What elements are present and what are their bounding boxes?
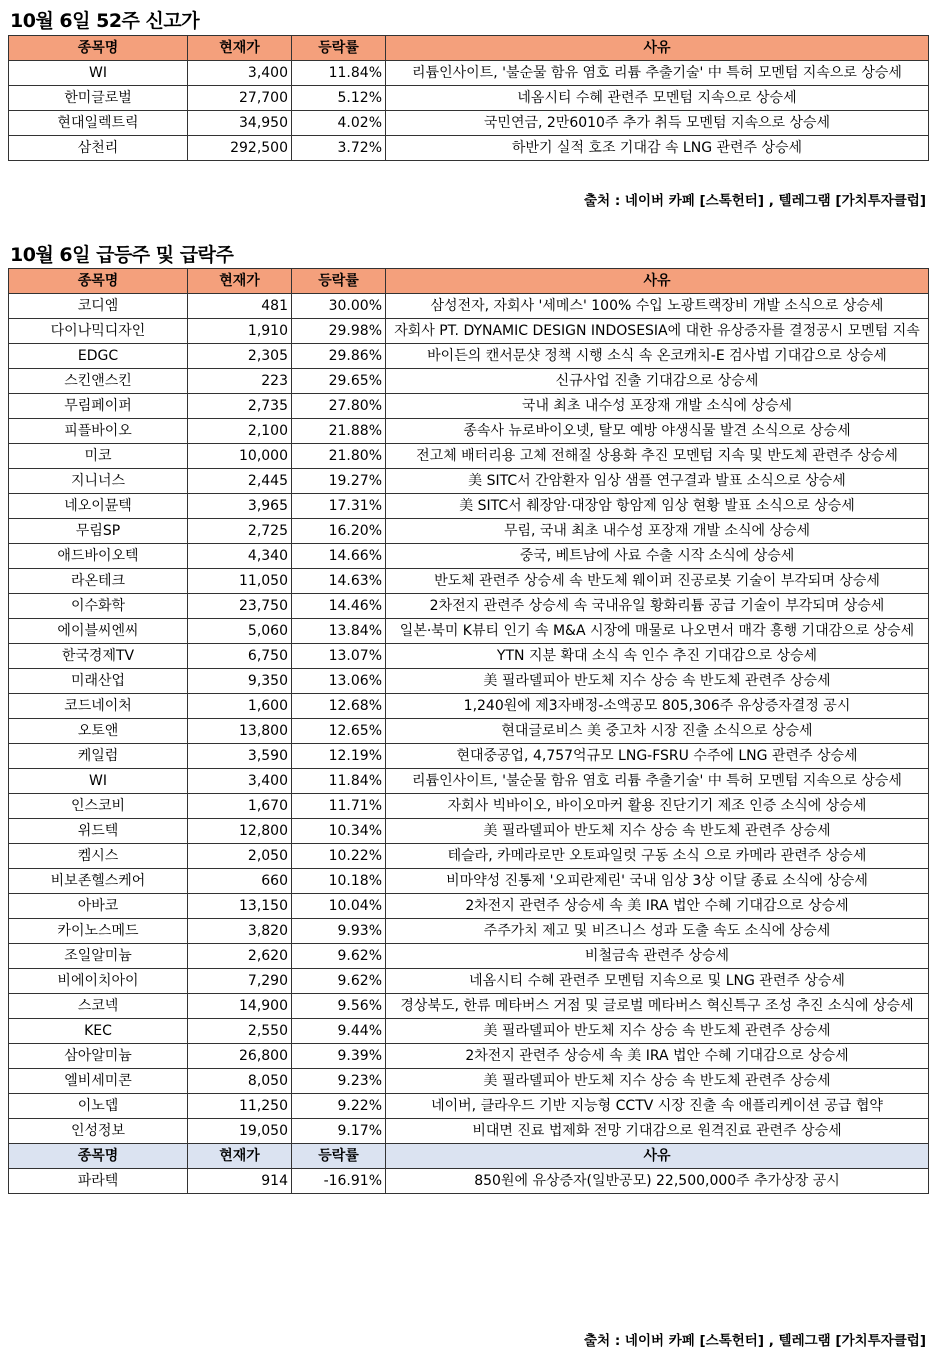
- stock-rate: 10.18%: [292, 869, 386, 894]
- table-row: [9, 694, 929, 719]
- movers-source: 출처 : 네이버 카페 [스톡헌터] , 텔레그램 [가치투자클럽]: [584, 1333, 926, 1349]
- stock-price: 4,340: [188, 544, 292, 569]
- stock-reason: 자회사 PT. DYNAMIC DESIGN INDOSESIA에 대한 유상증자를 결정공시 모멘텀 지속: [386, 319, 929, 344]
- table-row: [9, 819, 929, 844]
- stock-name: 피플바이오: [9, 419, 188, 444]
- stock-rate: 13.07%: [292, 644, 386, 669]
- high52-table: [8, 35, 929, 161]
- stock-price: 223: [188, 369, 292, 394]
- stock-rate: 27.80%: [292, 394, 386, 419]
- stock-reason: 美 필라델피아 반도체 지수 상승 속 반도체 관련주 상승세: [386, 819, 929, 844]
- movers-title: 10월 6일 급등주 및 급락주: [10, 244, 234, 266]
- stock-rate: 11.84%: [292, 61, 386, 86]
- table-row: [9, 1119, 929, 1144]
- header-rate: 등락률: [292, 269, 386, 294]
- stock-rate: 29.65%: [292, 369, 386, 394]
- stock-name: 한국경제TV: [9, 644, 188, 669]
- table-row: [9, 494, 929, 519]
- stock-name: 인성정보: [9, 1119, 188, 1144]
- table-row: [9, 619, 929, 644]
- stock-name: 비보존헬스케어: [9, 869, 188, 894]
- stock-price: 2,725: [188, 519, 292, 544]
- table-row: [9, 1019, 929, 1044]
- stock-rate: 13.06%: [292, 669, 386, 694]
- stock-reason: 현대글로비스 美 중고차 시장 진출 소식으로 상승세: [386, 719, 929, 744]
- stock-price: 13,800: [188, 719, 292, 744]
- stock-reason: 리튬인사이트, '불순물 함유 염호 리튬 추출기술' 中 특허 모멘텀 지속으로 상승세: [386, 61, 929, 86]
- stock-rate: 16.20%: [292, 519, 386, 544]
- stock-name: WI: [9, 61, 188, 86]
- stock-rate: 29.98%: [292, 319, 386, 344]
- stock-price: 2,305: [188, 344, 292, 369]
- stock-price: 660: [188, 869, 292, 894]
- stock-rate: 13.84%: [292, 619, 386, 644]
- stock-reason: 2차전지 관련주 상승세 속 美 IRA 법안 수혜 기대감으로 상승세: [386, 1044, 929, 1069]
- stock-reason: 현대중공업, 4,757억규모 LNG-FSRU 수주에 LNG 관련주 상승세: [386, 744, 929, 769]
- stock-reason: 테슬라, 카메라로만 오토파일럿 구동 소식 으로 카메라 관련주 상승세: [386, 844, 929, 869]
- table-row: [9, 86, 929, 111]
- stock-rate: 9.93%: [292, 919, 386, 944]
- stock-price: 2,550: [188, 1019, 292, 1044]
- stock-reason: 美 필라델피아 반도체 지수 상승 속 반도체 관련주 상승세: [386, 1019, 929, 1044]
- stock-price: 14,900: [188, 994, 292, 1019]
- stock-reason: 2차전지 관련주 상승세 속 국내유일 황화리튬 공급 기술이 부각되며 상승세: [386, 594, 929, 619]
- stock-reason: 반도체 관련주 상승세 속 반도체 웨이퍼 진공로봇 기술이 부각되며 상승세: [386, 569, 929, 594]
- stock-price: 3,965: [188, 494, 292, 519]
- table-row: [9, 344, 929, 369]
- table-row: [9, 319, 929, 344]
- stock-reason: 하반기 실적 호조 기대감 속 LNG 관련주 상승세: [386, 136, 929, 161]
- stock-rate: 12.68%: [292, 694, 386, 719]
- stock-reason: 네옴시티 수혜 관련주 모멘텀 지속으로 상승세: [386, 86, 929, 111]
- stock-name: 한미글로벌: [9, 86, 188, 111]
- table-header-row: [9, 269, 929, 294]
- stock-reason: 1,240원에 제3자배정-소액공모 805,306주 유상증자결정 공시: [386, 694, 929, 719]
- table-row: [9, 444, 929, 469]
- stock-name: 삼천리: [9, 136, 188, 161]
- stock-name: 오토앤: [9, 719, 188, 744]
- stock-reason: 바이든의 캔서문샷 정책 시행 소식 속 온코캐치-E 검사법 기대감으로 상승세: [386, 344, 929, 369]
- stock-rate: 14.63%: [292, 569, 386, 594]
- stock-reason: 2차전지 관련주 상승세 속 美 IRA 법안 수혜 기대감으로 상승세: [386, 894, 929, 919]
- table-row: [9, 944, 929, 969]
- stock-rate: 19.27%: [292, 469, 386, 494]
- stock-reason: 종속사 뉴로바이오넷, 탈모 예방 야생식물 발견 소식으로 상승세: [386, 419, 929, 444]
- stock-name: 카이노스메드: [9, 919, 188, 944]
- stock-price: 481: [188, 294, 292, 319]
- stock-price: 10,000: [188, 444, 292, 469]
- table-row: [9, 544, 929, 569]
- stock-name: 네오이뮨텍: [9, 494, 188, 519]
- stock-price: 2,050: [188, 844, 292, 869]
- stock-rate: -16.91%: [292, 1169, 386, 1194]
- stock-rate: 9.17%: [292, 1119, 386, 1144]
- stock-rate: 10.04%: [292, 894, 386, 919]
- table-row: [9, 894, 929, 919]
- table-row: [9, 644, 929, 669]
- stock-rate: 9.56%: [292, 994, 386, 1019]
- high52-source: 출처 : 네이버 카페 [스톡헌터] , 텔레그램 [가치투자클럽]: [584, 193, 926, 209]
- table-row: [9, 519, 929, 544]
- header-reason: 사유: [386, 269, 929, 294]
- stock-name: 무림페이퍼: [9, 394, 188, 419]
- stock-price: 23,750: [188, 594, 292, 619]
- table-row: [9, 1169, 929, 1194]
- stock-name: 코드네이처: [9, 694, 188, 719]
- stock-name: 이노뎁: [9, 1094, 188, 1119]
- stock-reason: 신규사업 진출 기대감으로 상승세: [386, 369, 929, 394]
- stock-reason: 비대면 진료 법제화 전망 기대감으로 원격진료 관련주 상승세: [386, 1119, 929, 1144]
- stock-reason: 경상북도, 한류 메타버스 거점 및 글로벌 메타버스 혁신특구 조성 추진 소식에 상승세: [386, 994, 929, 1019]
- stock-price: 7,290: [188, 969, 292, 994]
- loser-header-reason: 사유: [386, 1144, 929, 1169]
- header-reason: 사유: [386, 36, 929, 61]
- stock-price: 3,820: [188, 919, 292, 944]
- table-row: [9, 869, 929, 894]
- loser-header-name: 종목명: [9, 1144, 188, 1169]
- stock-reason: 삼성전자, 자회사 '세메스' 100% 수입 노광트랙장비 개발 소식으로 상승세: [386, 294, 929, 319]
- table-row: [9, 919, 929, 944]
- stock-rate: 17.31%: [292, 494, 386, 519]
- table-row: [9, 1069, 929, 1094]
- stock-name: 지니너스: [9, 469, 188, 494]
- stock-rate: 21.88%: [292, 419, 386, 444]
- header-price: 현재가: [188, 269, 292, 294]
- stock-price: 2,445: [188, 469, 292, 494]
- stock-price: 2,100: [188, 419, 292, 444]
- movers-table: [8, 268, 929, 1194]
- table-row: [9, 469, 929, 494]
- stock-name: 비에이치아이: [9, 969, 188, 994]
- table-row: [9, 136, 929, 161]
- stock-price: 3,590: [188, 744, 292, 769]
- stock-price: 2,735: [188, 394, 292, 419]
- table-row: [9, 111, 929, 136]
- stock-price: 292,500: [188, 136, 292, 161]
- stock-rate: 9.62%: [292, 969, 386, 994]
- stock-reason: 네이버, 클라우드 기반 지능형 CCTV 시장 진출 속 애플리케이션 공급 협약: [386, 1094, 929, 1119]
- stock-price: 26,800: [188, 1044, 292, 1069]
- high52-title: 10월 6일 52주 신고가: [10, 10, 200, 32]
- table-row: [9, 1044, 929, 1069]
- stock-price: 1,670: [188, 794, 292, 819]
- stock-reason: 美 필라델피아 반도체 지수 상승 속 반도체 관련주 상승세: [386, 1069, 929, 1094]
- stock-reason: 美 필라델피아 반도체 지수 상승 속 반도체 관련주 상승세: [386, 669, 929, 694]
- stock-price: 3,400: [188, 769, 292, 794]
- table-row: [9, 294, 929, 319]
- stock-reason: 주주가치 제고 및 비즈니스 성과 도출 속도 소식에 상승세: [386, 919, 929, 944]
- stock-reason: 무림, 국내 최초 내수성 포장재 개발 소식에 상승세: [386, 519, 929, 544]
- stock-reason: 중국, 베트남에 사료 수출 시작 소식에 상승세: [386, 544, 929, 569]
- stock-name: 현대일렉트릭: [9, 111, 188, 136]
- stock-name: WI: [9, 769, 188, 794]
- stock-reason: 850원에 유상증자(일반공모) 22,500,000주 추가상장 공시: [386, 1169, 929, 1194]
- stock-name: 다이나믹디자인: [9, 319, 188, 344]
- stock-rate: 9.22%: [292, 1094, 386, 1119]
- table-row: [9, 669, 929, 694]
- stock-name: KEC: [9, 1019, 188, 1044]
- stock-name: 에이블씨엔씨: [9, 619, 188, 644]
- loser-header-rate: 등락률: [292, 1144, 386, 1169]
- table-row: [9, 61, 929, 86]
- stock-price: 914: [188, 1169, 292, 1194]
- stock-reason: 네옴시티 수혜 관련주 모멘텀 지속으로 및 LNG 관련주 상승세: [386, 969, 929, 994]
- stock-name: 미코: [9, 444, 188, 469]
- stock-rate: 14.66%: [292, 544, 386, 569]
- stock-name: 이수화학: [9, 594, 188, 619]
- header-price: 현재가: [188, 36, 292, 61]
- stock-rate: 9.62%: [292, 944, 386, 969]
- stock-reason: 국내 최초 내수성 포장재 개발 소식에 상승세: [386, 394, 929, 419]
- stock-reason: 리튬인사이트, '불순물 함유 염호 리튬 추출기술' 中 특허 모멘텀 지속으로 상승세: [386, 769, 929, 794]
- stock-name: EDGC: [9, 344, 188, 369]
- stock-reason: YTN 지분 확대 소식 속 인수 추진 기대감으로 상승세: [386, 644, 929, 669]
- stock-rate: 11.84%: [292, 769, 386, 794]
- header-rate: 등락률: [292, 36, 386, 61]
- stock-name: 케일럼: [9, 744, 188, 769]
- stock-name: 조일알미늄: [9, 944, 188, 969]
- stock-price: 13,150: [188, 894, 292, 919]
- stock-price: 1,600: [188, 694, 292, 719]
- stock-reason: 美 SITC서 간암환자 임상 샘플 연구결과 발표 소식으로 상승세: [386, 469, 929, 494]
- stock-rate: 12.19%: [292, 744, 386, 769]
- stock-rate: 21.80%: [292, 444, 386, 469]
- table-row: [9, 844, 929, 869]
- stock-price: 6,750: [188, 644, 292, 669]
- stock-price: 19,050: [188, 1119, 292, 1144]
- table-row: [9, 594, 929, 619]
- stock-rate: 12.65%: [292, 719, 386, 744]
- stock-rate: 9.39%: [292, 1044, 386, 1069]
- stock-price: 12,800: [188, 819, 292, 844]
- stock-price: 2,620: [188, 944, 292, 969]
- stock-name: 파라텍: [9, 1169, 188, 1194]
- stock-name: 위드텍: [9, 819, 188, 844]
- stock-price: 5,060: [188, 619, 292, 644]
- stock-price: 8,050: [188, 1069, 292, 1094]
- stock-price: 27,700: [188, 86, 292, 111]
- stock-reason: 비철금속 관련주 상승세: [386, 944, 929, 969]
- stock-rate: 9.23%: [292, 1069, 386, 1094]
- stock-rate: 14.46%: [292, 594, 386, 619]
- table-row: [9, 744, 929, 769]
- table-row: [9, 994, 929, 1019]
- stock-price: 11,050: [188, 569, 292, 594]
- header-name: 종목명: [9, 36, 188, 61]
- stock-rate: 10.34%: [292, 819, 386, 844]
- stock-name: 라온테크: [9, 569, 188, 594]
- table-header-row: [9, 36, 929, 61]
- stock-rate: 11.71%: [292, 794, 386, 819]
- stock-price: 34,950: [188, 111, 292, 136]
- stock-rate: 9.44%: [292, 1019, 386, 1044]
- stock-rate: 5.12%: [292, 86, 386, 111]
- stock-rate: 30.00%: [292, 294, 386, 319]
- stock-name: 애드바이오텍: [9, 544, 188, 569]
- stock-reason: 국민연금, 2만6010주 추가 취득 모멘텀 지속으로 상승세: [386, 111, 929, 136]
- header-name: 종목명: [9, 269, 188, 294]
- stock-reason: 일본·북미 K뷰티 인기 속 M&A 시장에 매물로 나오면서 매각 흥행 기대감으로 상승세: [386, 619, 929, 644]
- stock-name: 스코넥: [9, 994, 188, 1019]
- stock-name: 코디엠: [9, 294, 188, 319]
- stock-name: 아바코: [9, 894, 188, 919]
- stock-rate: 29.86%: [292, 344, 386, 369]
- table-row: [9, 369, 929, 394]
- stock-name: 스킨앤스킨: [9, 369, 188, 394]
- loser-header-row: [9, 1144, 929, 1169]
- table-row: [9, 794, 929, 819]
- stock-name: 켐시스: [9, 844, 188, 869]
- stock-name: 미래산업: [9, 669, 188, 694]
- table-row: [9, 969, 929, 994]
- table-row: [9, 719, 929, 744]
- table-row: [9, 1094, 929, 1119]
- stock-price: 1,910: [188, 319, 292, 344]
- stock-name: 엘비세미콘: [9, 1069, 188, 1094]
- stock-price: 9,350: [188, 669, 292, 694]
- table-row: [9, 394, 929, 419]
- table-row: [9, 569, 929, 594]
- stock-rate: 4.02%: [292, 111, 386, 136]
- stock-price: 11,250: [188, 1094, 292, 1119]
- table-row: [9, 769, 929, 794]
- stock-rate: 10.22%: [292, 844, 386, 869]
- stock-reason: 비마약성 진통제 '오피란제린' 국내 임상 3상 이달 종료 소식에 상승세: [386, 869, 929, 894]
- stock-name: 인스코비: [9, 794, 188, 819]
- stock-reason: 美 SITC서 췌장암·대장암 항암제 임상 현황 발표 소식으로 상승세: [386, 494, 929, 519]
- stock-name: 무림SP: [9, 519, 188, 544]
- loser-header-price: 현재가: [188, 1144, 292, 1169]
- stock-reason: 자회사 빅바이오, 바이오마커 활용 진단기기 제조 인증 소식에 상승세: [386, 794, 929, 819]
- stock-name: 삼아알미늄: [9, 1044, 188, 1069]
- stock-reason: 전고체 배터리용 고체 전해질 상용화 추진 모멘텀 지속 및 반도체 관련주 상승세: [386, 444, 929, 469]
- stock-rate: 3.72%: [292, 136, 386, 161]
- table-row: [9, 419, 929, 444]
- stock-price: 3,400: [188, 61, 292, 86]
